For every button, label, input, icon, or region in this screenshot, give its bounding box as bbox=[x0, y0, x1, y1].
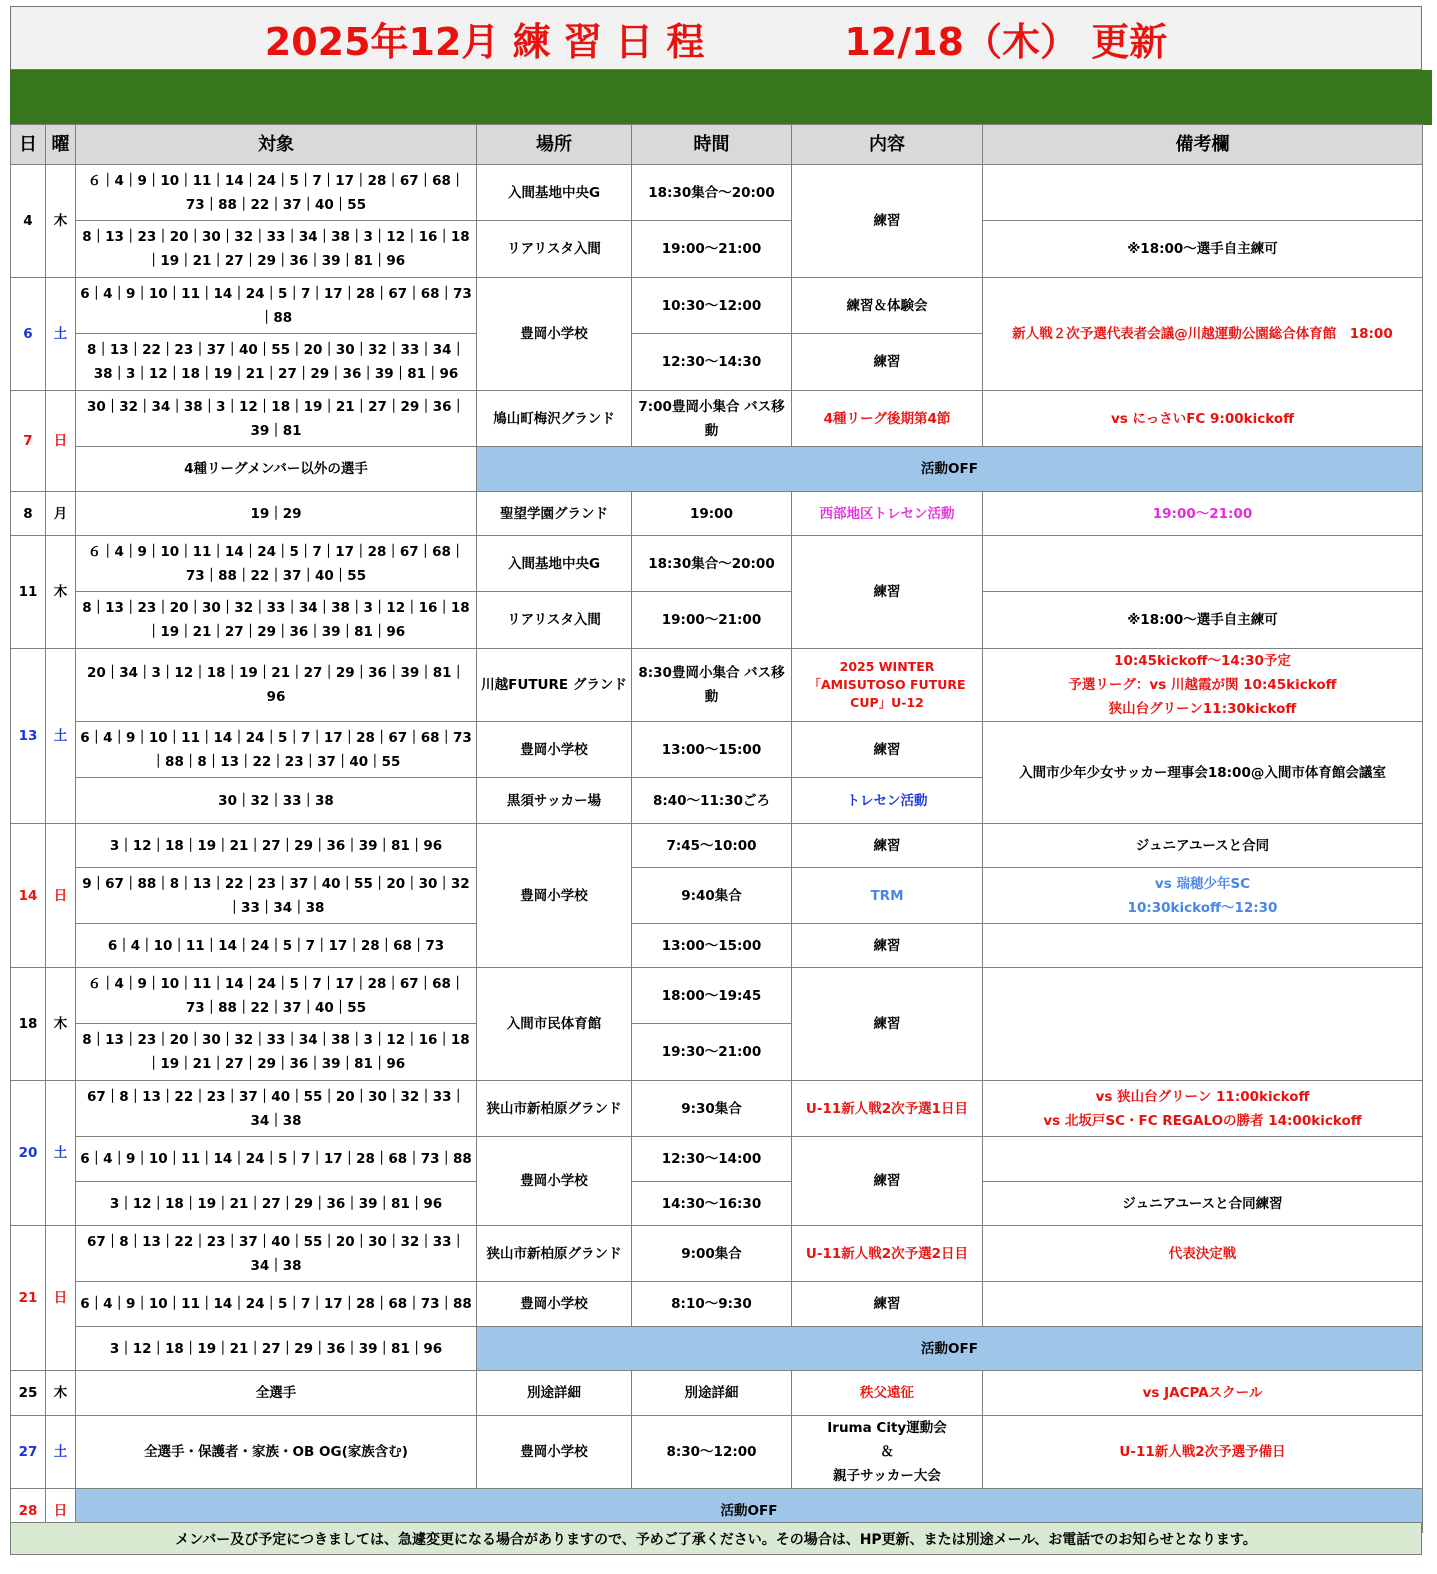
place-cell: 鳩山町梅沢グランド bbox=[477, 391, 632, 447]
footer-note: メンバー及び予定につきましては、急遽変更になる場合がありますので、予めご了承ください。その場合は、HP更新、または別途メール、お電話でのお知らせとなります。 bbox=[10, 1522, 1422, 1555]
title-bar bbox=[10, 6, 1422, 70]
note-line: 狭山台グリーン11:30kickoff bbox=[1108, 701, 1297, 717]
content-cell: U-11新人戦2次予選2日目 bbox=[792, 1226, 983, 1282]
header-notes: 備考欄 bbox=[983, 125, 1423, 165]
note-cell: 新人戦２次予選代表者会議@川越運動公園総合体育館 18:00 bbox=[983, 278, 1423, 391]
content-cell bbox=[792, 1416, 983, 1489]
table-row bbox=[11, 1371, 1423, 1416]
place-cell: 豊岡小学校 bbox=[477, 824, 632, 968]
note-cell bbox=[983, 924, 1423, 968]
off-cell: 活動OFF bbox=[477, 1327, 1423, 1371]
time-cell: 12:30〜14:00 bbox=[632, 1137, 792, 1182]
table-row bbox=[11, 968, 1423, 1024]
time-cell: 8:40〜11:30ごろ bbox=[632, 778, 792, 824]
time-cell: 18:30集合〜20:00 bbox=[632, 536, 792, 592]
day-cell: 6 bbox=[11, 278, 46, 391]
table-row bbox=[11, 722, 1423, 778]
content-cell: 練習 bbox=[792, 824, 983, 868]
place-cell: 入間基地中央G bbox=[477, 536, 632, 592]
dow-cell: 日 bbox=[46, 1489, 76, 1533]
table-row bbox=[11, 868, 1423, 924]
dow-cell: 木 bbox=[46, 536, 76, 649]
time-cell: 18:30集合〜20:00 bbox=[632, 165, 792, 221]
table-row bbox=[11, 492, 1423, 536]
target-cell: ６｜4｜9｜10｜11｜14｜24｜5｜7｜17｜28｜67｜68｜73｜88｜22｜37｜40｜55 bbox=[76, 165, 477, 221]
time-cell: 13:00〜15:00 bbox=[632, 722, 792, 778]
time-cell: 8:10〜9:30 bbox=[632, 1282, 792, 1327]
table-row bbox=[11, 278, 1423, 334]
note-cell bbox=[983, 868, 1423, 924]
dow-cell: 木 bbox=[46, 165, 76, 278]
place-cell: 豊岡小学校 bbox=[477, 1137, 632, 1226]
time-cell: 10:30〜12:00 bbox=[632, 278, 792, 334]
time-cell: 9:30集合 bbox=[632, 1081, 792, 1137]
header-place: 場所 bbox=[477, 125, 632, 165]
time-cell: 7:45〜10:00 bbox=[632, 824, 792, 868]
header-row bbox=[11, 125, 1423, 165]
content-cell: 西部地区トレセン活動 bbox=[792, 492, 983, 536]
content-cell: 練習 bbox=[792, 924, 983, 968]
note-cell: U-11新人戦2次予選予備日 bbox=[983, 1416, 1423, 1489]
header-target: 対象 bbox=[76, 125, 477, 165]
note-cell: ジュニアユースと合同練習 bbox=[983, 1182, 1423, 1226]
target-cell: 8｜13｜23｜20｜30｜32｜33｜34｜38｜3｜12｜16｜18｜19｜21｜27｜29｜36｜39｜81｜96 bbox=[76, 592, 477, 649]
content-cell: 練習 bbox=[792, 968, 983, 1081]
target-cell: 6｜4｜9｜10｜11｜14｜24｜5｜7｜17｜28｜68｜73｜88 bbox=[76, 1282, 477, 1327]
target-cell: ６｜4｜9｜10｜11｜14｜24｜5｜7｜17｜28｜67｜68｜73｜88｜22｜37｜40｜55 bbox=[76, 968, 477, 1024]
dow-cell: 日 bbox=[46, 1226, 76, 1371]
table-row bbox=[11, 447, 1423, 492]
off-cell: 活動OFF bbox=[76, 1489, 1423, 1533]
table-row bbox=[11, 649, 1423, 722]
place-cell: 豊岡小学校 bbox=[477, 722, 632, 778]
time-cell: 9:00集合 bbox=[632, 1226, 792, 1282]
dow-cell: 土 bbox=[46, 1416, 76, 1489]
note-line: vs 瑞穂少年SC bbox=[1154, 875, 1251, 892]
table-row bbox=[11, 391, 1423, 447]
time-cell: 8:30豊岡小集合 バス移動 bbox=[632, 649, 792, 722]
content-cell: 練習 bbox=[792, 334, 983, 391]
page-title: 2025年12月 練 習 日 程 bbox=[264, 19, 705, 64]
time-cell: 12:30〜14:30 bbox=[632, 334, 792, 391]
table-row bbox=[11, 536, 1423, 592]
target-cell: 6｜4｜10｜11｜14｜24｜5｜7｜17｜28｜68｜73 bbox=[76, 924, 477, 968]
time-cell: 9:40集合 bbox=[632, 868, 792, 924]
content-cell: TRM bbox=[792, 868, 983, 924]
note-cell: 19:00〜21:00 bbox=[983, 492, 1423, 536]
time-cell: 8:30〜12:00 bbox=[632, 1416, 792, 1489]
day-cell: 27 bbox=[11, 1416, 46, 1489]
table-row bbox=[11, 1081, 1423, 1137]
day-cell: 20 bbox=[11, 1081, 46, 1226]
content-cell: 練習＆体験会 bbox=[792, 278, 983, 334]
place-cell: リアリスタ入間 bbox=[477, 592, 632, 649]
table-row bbox=[11, 1282, 1423, 1327]
note-cell: ※18:00〜選手自主練可 bbox=[983, 221, 1423, 278]
place-cell: リアリスタ入間 bbox=[477, 221, 632, 278]
target-cell: ６｜4｜9｜10｜11｜14｜24｜5｜7｜17｜28｜67｜68｜73｜88｜22｜37｜40｜55 bbox=[76, 536, 477, 592]
dow-cell: 木 bbox=[46, 1371, 76, 1416]
content-cell: 2025 WINTER 「AMISUTOSO FUTURE CUP」U-12 bbox=[792, 649, 983, 722]
time-cell: 19:30〜21:00 bbox=[632, 1024, 792, 1081]
day-cell: 18 bbox=[11, 968, 46, 1081]
target-cell: 6｜4｜9｜10｜11｜14｜24｜5｜7｜17｜28｜67｜68｜73｜88 bbox=[76, 278, 477, 334]
day-cell: 11 bbox=[11, 536, 46, 649]
update-date: 12/18（木） 更新 bbox=[844, 19, 1168, 64]
content-cell: 練習 bbox=[792, 722, 983, 778]
target-cell: 8｜13｜23｜20｜30｜32｜33｜34｜38｜3｜12｜16｜18｜19｜21｜27｜29｜36｜39｜81｜96 bbox=[76, 221, 477, 278]
note-line: 10:45kickoff〜14:30予定 bbox=[1114, 653, 1291, 669]
content-cell: 練習 bbox=[792, 165, 983, 278]
note-line: vs 狭山台グリーン 11:00kickoff bbox=[1095, 1088, 1310, 1105]
note-cell bbox=[983, 1282, 1423, 1327]
time-cell: 19:00〜21:00 bbox=[632, 221, 792, 278]
note-cell: 入間市少年少女サッカー理事会18:00@入間市体育館会議室 bbox=[983, 722, 1423, 824]
table-row bbox=[11, 1416, 1423, 1489]
place-cell: 川越FUTURE グランド bbox=[477, 649, 632, 722]
day-cell: 25 bbox=[11, 1371, 46, 1416]
dow-cell: 木 bbox=[46, 968, 76, 1081]
note-line: 予選リーグ：vs 川越霞が関 10:45kickoff bbox=[1068, 677, 1337, 693]
place-cell: 狭山市新柏原グランド bbox=[477, 1226, 632, 1282]
target-cell: 3｜12｜18｜19｜21｜27｜29｜36｜39｜81｜96 bbox=[76, 824, 477, 868]
target-cell: 全選手・保護者・家族・OB OG(家族含む) bbox=[76, 1416, 477, 1489]
target-cell: 全選手 bbox=[76, 1371, 477, 1416]
table-row bbox=[11, 1182, 1423, 1226]
dow-cell: 日 bbox=[46, 391, 76, 492]
note-cell bbox=[983, 165, 1423, 221]
place-cell: 入間市民体育館 bbox=[477, 968, 632, 1081]
table-row bbox=[11, 1226, 1423, 1282]
day-cell: 4 bbox=[11, 165, 46, 278]
content-cell: 秩父遠征 bbox=[792, 1371, 983, 1416]
place-cell: 聖望学園グランド bbox=[477, 492, 632, 536]
header-time: 時間 bbox=[632, 125, 792, 165]
note-cell bbox=[983, 1137, 1423, 1182]
place-cell: 豊岡小学校 bbox=[477, 1416, 632, 1489]
content-cell: U-11新人戦2次予選1日目 bbox=[792, 1081, 983, 1137]
day-cell: 8 bbox=[11, 492, 46, 536]
header-content: 内容 bbox=[792, 125, 983, 165]
content-line: ＆ bbox=[880, 1444, 894, 1460]
target-cell: 6｜4｜9｜10｜11｜14｜24｜5｜7｜17｜28｜67｜68｜73｜88｜8｜13｜22｜23｜37｜40｜55 bbox=[76, 722, 477, 778]
target-cell: 19｜29 bbox=[76, 492, 477, 536]
table-row bbox=[11, 824, 1423, 868]
header-dow: 曜 bbox=[46, 125, 76, 165]
dow-cell: 土 bbox=[46, 1081, 76, 1226]
table-row bbox=[11, 1327, 1423, 1371]
place-cell: 黒須サッカー場 bbox=[477, 778, 632, 824]
table-row bbox=[11, 221, 1423, 278]
content-line: Iruma City運動会 bbox=[827, 1420, 947, 1436]
target-cell: 4種リーグメンバー以外の選手 bbox=[76, 447, 477, 492]
table-row bbox=[11, 592, 1423, 649]
place-cell: 狭山市新柏原グランド bbox=[477, 1081, 632, 1137]
target-cell: 30｜32｜33｜38 bbox=[76, 778, 477, 824]
day-cell: 14 bbox=[11, 824, 46, 968]
day-cell: 13 bbox=[11, 649, 46, 824]
header-day: 日 bbox=[11, 125, 46, 165]
table-row bbox=[11, 924, 1423, 968]
off-cell: 活動OFF bbox=[477, 447, 1423, 492]
target-cell: 6｜4｜9｜10｜11｜14｜24｜5｜7｜17｜28｜68｜73｜88 bbox=[76, 1137, 477, 1182]
target-cell: 20｜34｜3｜12｜18｜19｜21｜27｜29｜36｜39｜81｜96 bbox=[76, 649, 477, 722]
content-cell: 練習 bbox=[792, 1282, 983, 1327]
time-cell: 14:30〜16:30 bbox=[632, 1182, 792, 1226]
schedule-table bbox=[10, 124, 1423, 1533]
content-line: 親子サッカー大会 bbox=[833, 1468, 941, 1484]
dow-cell: 月 bbox=[46, 492, 76, 536]
place-cell: 豊岡小学校 bbox=[477, 278, 632, 391]
table-row bbox=[11, 165, 1423, 221]
note-cell: ※18:00〜選手自主練可 bbox=[983, 592, 1423, 649]
note-cell: 代表決定戦 bbox=[983, 1226, 1423, 1282]
place-cell: 別途詳細 bbox=[477, 1371, 632, 1416]
green-banner bbox=[10, 70, 1432, 125]
target-cell: 67｜8｜13｜22｜23｜37｜40｜55｜20｜30｜32｜33｜34｜38 bbox=[76, 1081, 477, 1137]
target-cell: 67｜8｜13｜22｜23｜37｜40｜55｜20｜30｜32｜33｜34｜38 bbox=[76, 1226, 477, 1282]
time-cell: 別途詳細 bbox=[632, 1371, 792, 1416]
note-line: 10:30kickoff〜12:30 bbox=[1127, 899, 1278, 916]
dow-cell: 土 bbox=[46, 649, 76, 824]
content-cell: 4種リーグ後期第4節 bbox=[792, 391, 983, 447]
dow-cell: 土 bbox=[46, 278, 76, 391]
content-cell: 練習 bbox=[792, 536, 983, 649]
note-cell: vs にっさいFC 9:00kickoff bbox=[983, 391, 1423, 447]
target-cell: 8｜13｜22｜23｜37｜40｜55｜20｜30｜32｜33｜34｜38｜3｜12｜18｜19｜21｜27｜29｜36｜39｜81｜96 bbox=[76, 334, 477, 391]
time-cell: 19:00〜21:00 bbox=[632, 592, 792, 649]
target-cell: 3｜12｜18｜19｜21｜27｜29｜36｜39｜81｜96 bbox=[76, 1327, 477, 1371]
target-cell: 30｜32｜34｜38｜3｜12｜18｜19｜21｜27｜29｜36｜39｜81 bbox=[76, 391, 477, 447]
note-cell bbox=[983, 649, 1423, 722]
content-cell: 練習 bbox=[792, 1137, 983, 1226]
target-cell: 9｜67｜88｜8｜13｜22｜23｜37｜40｜55｜20｜30｜32｜33｜34｜38 bbox=[76, 868, 477, 924]
day-cell: 7 bbox=[11, 391, 46, 492]
note-cell: vs JACPAスクール bbox=[983, 1371, 1423, 1416]
content-cell: トレセン活動 bbox=[792, 778, 983, 824]
note-cell bbox=[983, 1081, 1423, 1137]
day-cell: 21 bbox=[11, 1226, 46, 1371]
note-cell: ジュニアユースと合同 bbox=[983, 824, 1423, 868]
target-cell: 8｜13｜23｜20｜30｜32｜33｜34｜38｜3｜12｜16｜18｜19｜21｜27｜29｜36｜39｜81｜96 bbox=[76, 1024, 477, 1081]
note-cell bbox=[983, 536, 1423, 592]
note-line: vs 北坂戸SC・FC REGALOの勝者 14:00kickoff bbox=[1043, 1112, 1362, 1129]
place-cell: 豊岡小学校 bbox=[477, 1282, 632, 1327]
note-cell bbox=[983, 968, 1423, 1081]
day-cell: 28 bbox=[11, 1489, 46, 1533]
time-cell: 18:00〜19:45 bbox=[632, 968, 792, 1024]
time-cell: 7:00豊岡小集合 バス移動 bbox=[632, 391, 792, 447]
target-cell: 3｜12｜18｜19｜21｜27｜29｜36｜39｜81｜96 bbox=[76, 1182, 477, 1226]
place-cell: 入間基地中央G bbox=[477, 165, 632, 221]
time-cell: 13:00〜15:00 bbox=[632, 924, 792, 968]
time-cell: 19:00 bbox=[632, 492, 792, 536]
table-row bbox=[11, 1137, 1423, 1182]
dow-cell: 日 bbox=[46, 824, 76, 968]
